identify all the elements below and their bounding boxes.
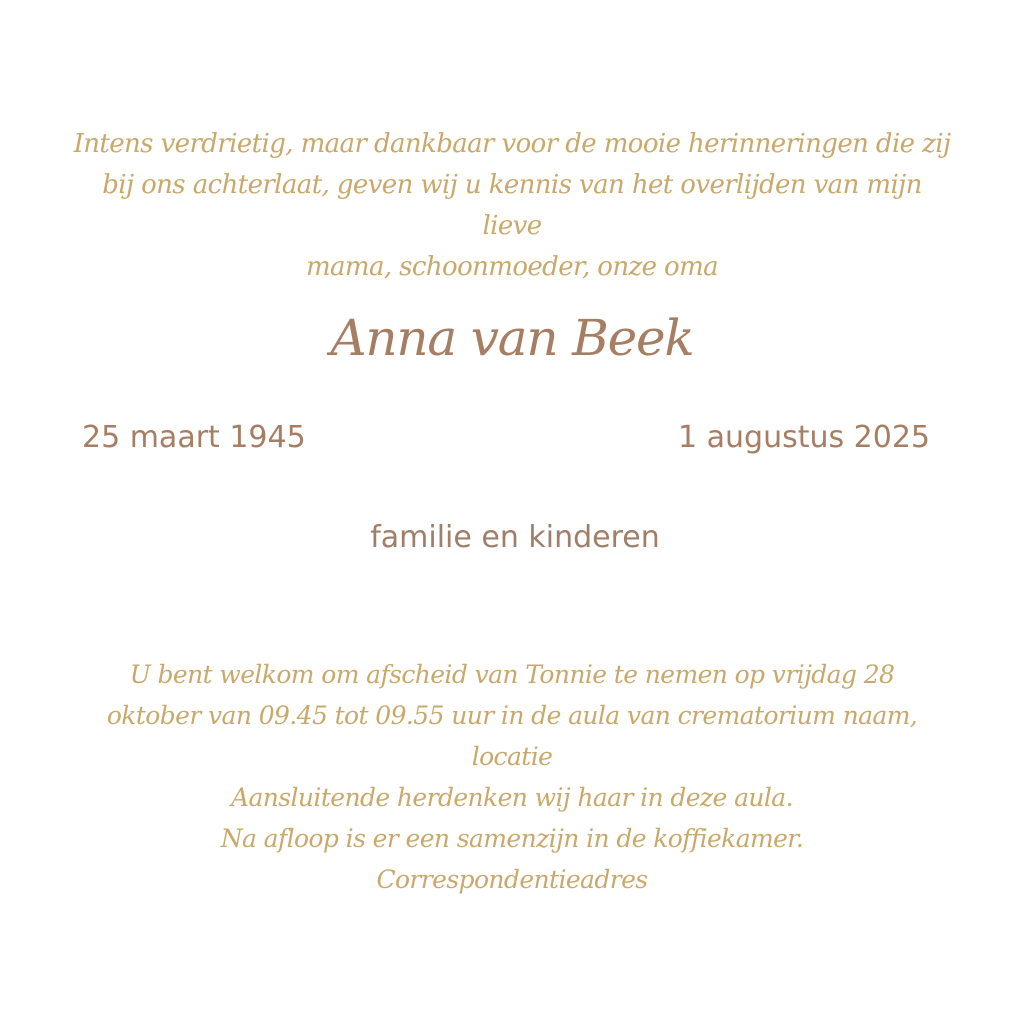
ceremony-line: Aansluitende herdenken wij haar in deze aula. <box>231 783 793 812</box>
death-date: 1 augustus 2025 <box>678 420 930 455</box>
intro-line: Intens verdrietig, maar dankbaar voor de mooie herinneringen die zij <box>73 129 951 159</box>
ceremony-line: Correspondentieadres <box>376 865 648 894</box>
birth-date: 25 maart 1945 <box>82 420 306 455</box>
intro-line: bij ons achterlaat, geven wij u kennis van het overlijden van mijn lieve <box>102 170 922 241</box>
ceremony-line: U bent welkom om afscheid van Tonnie te nemen op vrijdag 28 <box>129 660 895 689</box>
ceremony-line: oktober van 09.45 tot 09.55 uur in de aula van crematorium naam, <box>106 701 918 730</box>
family-signature: familie en kinderen <box>370 520 660 555</box>
ceremony-line: locatie <box>471 742 553 771</box>
deceased-name: Anna van Beek <box>330 309 694 367</box>
ceremony-line: Na afloop is er een samenzijn in de koffiekamer. <box>220 824 804 853</box>
intro-line: mama, schoonmoeder, onze oma <box>305 252 719 282</box>
intro-text <box>72 124 952 288</box>
ceremony-details <box>82 654 942 900</box>
